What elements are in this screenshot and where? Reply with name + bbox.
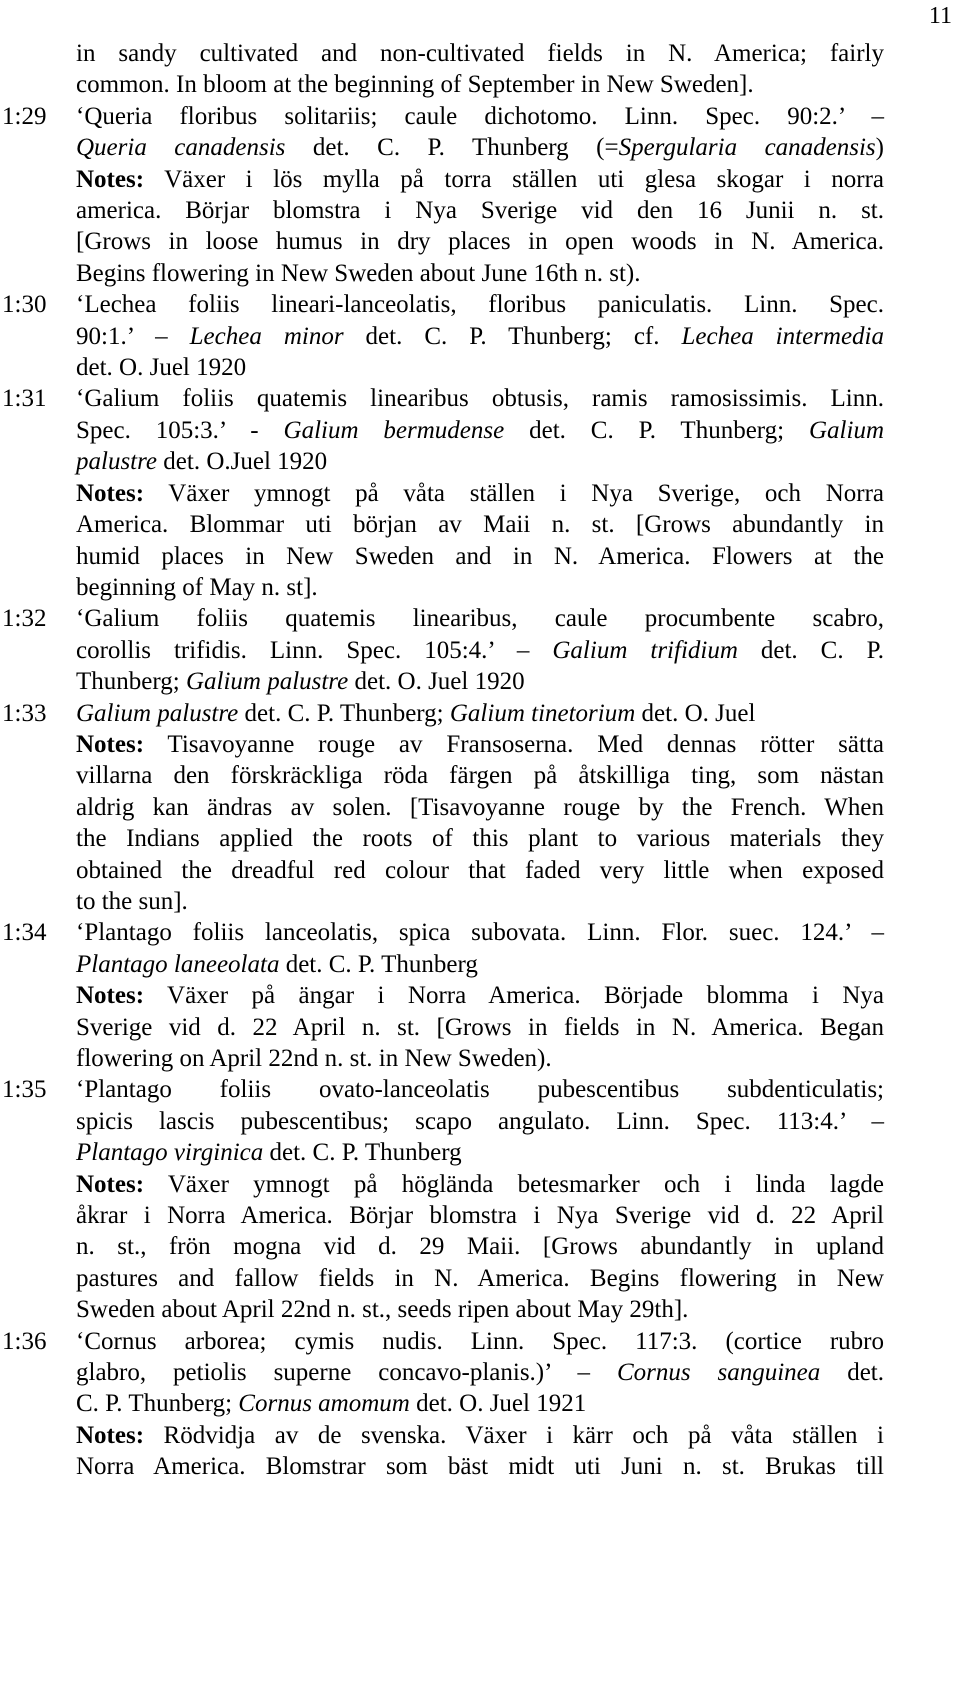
entry <box>0 101 960 289</box>
text-line <box>76 572 884 603</box>
text-run: Växer på ängar i Norra America. Började blomma i Nya <box>144 982 884 1010</box>
text-line <box>76 855 884 886</box>
entry-number: 1:30 <box>2 291 47 319</box>
text-line <box>76 446 884 477</box>
text-run: glabro, petiolis superne concavo-planis.)’ – <box>76 1359 617 1387</box>
text-line <box>76 635 884 666</box>
entry-text <box>76 603 884 697</box>
text-run: obtained the dreadful red colour that faded very little when exposed <box>76 856 884 884</box>
page-number: 11 <box>928 3 952 29</box>
text-run: beginning of May n. st]. <box>76 573 318 601</box>
text-run: C. P. Thunberg; <box>76 1390 239 1418</box>
text-line <box>76 1420 884 1451</box>
taxon-name: Galium trifidium <box>552 636 738 664</box>
text-line <box>76 980 884 1011</box>
text-run: Sweden about April 22nd n. st., seeds ripen about May 29th]. <box>76 1296 689 1324</box>
text-line <box>76 415 884 446</box>
text-run: Thunberg; <box>76 668 186 696</box>
entry-text <box>76 383 884 603</box>
text-line <box>76 886 884 917</box>
entry-text <box>76 1074 884 1325</box>
text-run: ) <box>875 134 884 162</box>
text-run: [Grows in loose humus in dry places in open woods in N. America. <box>76 228 884 256</box>
text-run: Spec. 105:3.’ - <box>76 416 284 444</box>
text-line <box>76 1200 884 1231</box>
text-run: Växer ymnogt på höglända betesmarker och i linda lagde <box>144 1170 884 1198</box>
text-run: ‘Cornus arborea; cymis nudis. Linn. Spec. 117:3. (cortice rubro <box>76 1327 884 1355</box>
text-line <box>76 289 884 320</box>
taxon-name: Galium bermudense <box>283 416 505 444</box>
taxon-name: Galium palustre <box>185 668 349 696</box>
text-run: corollis trifidis. Linn. Spec. 105:4.’ – <box>76 636 553 664</box>
text-run: ‘Queria floribus solitariis; caule dichotomo. Linn. Spec. 90:2.’ – <box>76 102 884 130</box>
entry-number: 1:35 <box>2 1076 47 1104</box>
entry <box>0 383 960 603</box>
text-run: the Indians applied the roots of this plant to various materials they <box>76 825 884 853</box>
text-line <box>76 352 884 383</box>
text-run: det. O. Juel <box>635 699 756 727</box>
text-run: det. C. P. Thunberg; <box>504 416 809 444</box>
entry <box>0 1074 960 1325</box>
entry-number: 1:29 <box>2 102 47 130</box>
taxon-name: Queria canadensis <box>76 134 286 162</box>
text-line <box>76 949 884 980</box>
text-run: Begins flowering in New Sweden about June 16th n. st). <box>76 259 641 287</box>
text-run: Sverige vid d. 22 April n. st. [Grows in fields in N. America. Began <box>76 1013 884 1041</box>
text-line <box>76 1012 884 1043</box>
text-run: pastures and fallow fields in N. America. Begins flowering in New <box>76 1264 884 1292</box>
notes-label: Notes: <box>76 165 145 193</box>
text-line <box>76 478 884 509</box>
text-line <box>76 164 884 195</box>
text-run: Tisavoyanne rouge av Fransoserna. Med dennas rötter sätta <box>144 730 884 758</box>
text-run: flowering on April 22nd n. st. in New Sweden). <box>76 1045 552 1072</box>
taxon-name: Plantago virginica <box>76 1139 264 1167</box>
text-run: Norra America. Blomstrar som bäst midt uti Juni n. st. Brukas till <box>76 1453 884 1481</box>
entry-text <box>76 1326 884 1483</box>
text-line <box>76 603 884 634</box>
text-line <box>76 226 884 257</box>
text-line <box>76 541 884 572</box>
entry-text <box>76 38 884 101</box>
taxon-name: Cornus sanguinea <box>616 1359 821 1387</box>
text-run: villarna den förskräckliga röda färgen på åtskilliga ting, som nästan <box>76 762 884 790</box>
text-run: det. C. P. Thunberg <box>263 1139 462 1167</box>
text-line <box>76 1231 884 1262</box>
text-line <box>76 1169 884 1200</box>
entry-text <box>76 917 884 1074</box>
entry-list <box>0 38 960 1483</box>
text-line <box>76 729 884 760</box>
notes-label: Notes: <box>76 1170 145 1198</box>
text-line <box>76 195 884 226</box>
entry <box>0 38 960 101</box>
text-run: aldrig kan ändras av solen. [Tisavoyanne rouge by the French. When <box>76 793 884 821</box>
entry-number: 1:32 <box>2 605 47 633</box>
entry-number: 1:36 <box>2 1327 47 1355</box>
text-line <box>76 38 884 69</box>
text-run: ‘Galium foliis quatemis linearibus, caule procumbente scabro, <box>76 605 884 633</box>
text-line <box>76 1106 884 1137</box>
text-line <box>76 917 884 948</box>
text-run: det. C. P. Thunberg; <box>238 699 450 727</box>
text-run: america. Börjar blomstra i Nya Sverige vid den 16 Junii n. st. <box>76 197 884 225</box>
text-line <box>76 321 884 352</box>
entry-text <box>76 101 884 289</box>
text-run: to the sun]. <box>76 887 188 915</box>
text-run: n. st., frön mogna vid d. 29 Maii. [Grows abundantly in upland <box>76 1233 884 1261</box>
entry <box>0 289 960 383</box>
text-line <box>76 1388 884 1419</box>
text-run: ‘Plantago foliis ovato-lanceolatis pubescentibus subdenticulatis; <box>76 1076 884 1104</box>
text-line <box>76 1263 884 1294</box>
notes-label: Notes: <box>76 1421 145 1449</box>
text-run: det. O.Juel 1920 <box>157 448 328 476</box>
text-run: ‘Plantago foliis lanceolatis, spica subovata. Linn. Flor. suec. 124.’ – <box>76 919 884 947</box>
entry-number: 1:31 <box>2 385 47 413</box>
text-run: det. <box>820 1359 884 1387</box>
text-line <box>76 1326 884 1357</box>
text-run: humid places in New Sweden and in N. America. Flowers at the <box>76 542 884 570</box>
text-run: common. In bloom at the beginning of September in New Sweden]. <box>76 71 754 99</box>
entry <box>0 603 960 697</box>
text-line <box>76 383 884 414</box>
text-line <box>76 69 884 100</box>
text-line <box>76 760 884 791</box>
text-run: ‘Lechea foliis lineari-lanceolatis, floribus paniculatis. Linn. Spec. <box>76 291 884 319</box>
text-line <box>76 1043 884 1074</box>
text-run: spicis lascis pubescentibus; scapo angulato. Linn. Spec. 113:4.’ – <box>76 1107 884 1135</box>
text-run: det. O. Juel 1921 <box>409 1390 587 1418</box>
text-run: det. C. P. <box>737 636 884 664</box>
entry-text <box>76 289 884 383</box>
notes-label: Notes: <box>76 982 145 1010</box>
entry <box>0 1326 960 1483</box>
entry-number: 1:34 <box>2 919 47 947</box>
taxon-name: Spergularia canadensis <box>618 134 876 162</box>
text-run: America. Blommar uti början av Maii n. st. [Grows abundantly in <box>76 511 884 539</box>
text-run: Rödvidja av de svenska. Växer i kärr och på våta ställen i <box>144 1421 884 1449</box>
taxon-name: Lechea intermedia <box>681 322 884 350</box>
text-run: ‘Galium foliis quatemis linearibus obtusis, ramis ramosissimis. Linn. <box>76 385 884 413</box>
text-line <box>76 258 884 289</box>
text-run: in sandy cultivated and non-cultivated fields in N. America; fairly <box>76 40 884 67</box>
text-line <box>76 1451 884 1482</box>
text-run: Växer ymnogt på våta ställen i Nya Sverige, och Norra <box>144 479 884 507</box>
taxon-name: Galium palustre <box>76 699 239 727</box>
text-line <box>76 666 884 697</box>
taxon-name: Cornus amomum <box>238 1390 410 1418</box>
text-run: det. O. Juel 1920 <box>348 668 525 696</box>
text-run: 90:1.’ – <box>76 322 190 350</box>
entry-text <box>76 698 884 918</box>
entry <box>0 917 960 1074</box>
text-run: det. C. P. Thunberg <box>279 950 478 978</box>
notes-label: Notes: <box>76 479 145 507</box>
taxon-name: Galium <box>809 416 884 444</box>
text-line <box>76 1137 884 1168</box>
taxon-name: palustre <box>76 448 158 476</box>
text-line <box>76 1074 884 1105</box>
taxon-name: Plantago laneeolata <box>76 950 280 978</box>
taxon-name: Galium tinetorium <box>449 699 636 727</box>
text-line <box>76 101 884 132</box>
text-line <box>76 509 884 540</box>
entry <box>0 698 960 918</box>
notes-label: Notes: <box>76 730 145 758</box>
text-line <box>76 792 884 823</box>
text-run: det. C. P. Thunberg; cf. <box>343 322 682 350</box>
text-line <box>76 132 884 163</box>
text-line <box>76 823 884 854</box>
text-run: det. C. P. Thunberg (= <box>285 134 619 162</box>
taxon-name: Lechea minor <box>189 322 344 350</box>
entry-number: 1:33 <box>2 699 47 727</box>
text-run: det. O. Juel 1920 <box>76 354 247 382</box>
text-line <box>76 1294 884 1325</box>
text-run: åkrar i Norra America. Börjar blomstra i Nya Sverige vid d. 22 April <box>76 1202 884 1230</box>
text-run: Växer i lös mylla på torra ställen uti glesa skogar i norra <box>144 165 884 193</box>
text-line <box>76 1357 884 1388</box>
text-line <box>76 698 884 729</box>
